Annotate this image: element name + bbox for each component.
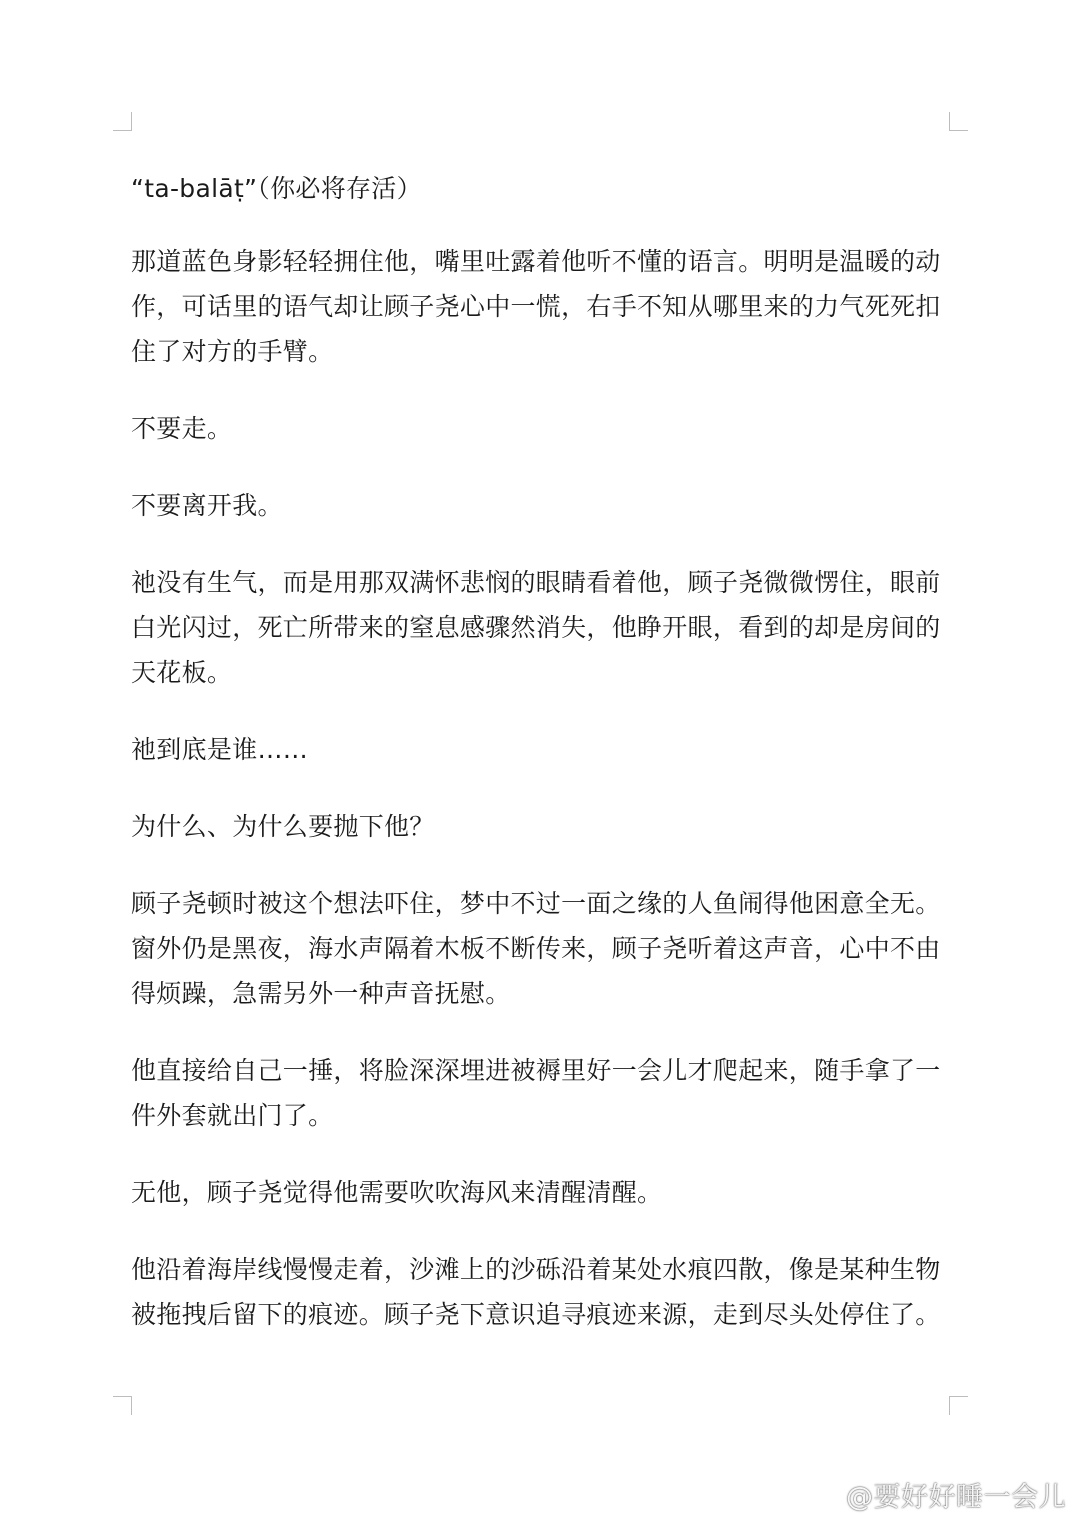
corner-mark-bottom-right [949, 1396, 968, 1415]
paragraph: 不要走。 [131, 414, 233, 443]
corner-mark-bottom-left [113, 1396, 132, 1415]
weibo-icon [808, 1480, 842, 1510]
corner-mark-top-right [949, 112, 968, 131]
paragraph: 他沿着海岸线慢慢走着，沙滩上的沙砾沿着某处水痕四散，像是某种生物被拖拽后留下的痕迹。顾子尧下意识追寻痕迹来源，走到尽头处停住了。 [131, 1255, 941, 1329]
paragraph: 祂到底是谁…… [131, 735, 309, 764]
paragraph: 顾子尧顿时被这个想法吓住，梦中不过一面之缘的人鱼闹得他困意全无。窗外仍是黑夜，海水声隔着木板不断传来，顾子尧听着这声音，心中不由得烦躁，急需另外一种声音抚慰。 [131, 889, 941, 1008]
corner-mark-top-left [113, 112, 132, 131]
paragraph: 不要离开我。 [131, 491, 283, 520]
paragraph: 他直接给自己一捶，将脸深深埋进被褥里好一会儿才爬起来，随手拿了一件外套就出门了。 [131, 1056, 941, 1130]
paragraph: “ta-balāṭ”（你必将存活） [131, 174, 422, 203]
document-body [131, 166, 949, 1369]
paragraph: 无他，顾子尧觉得他需要吹吹海风来清醒清醒。 [131, 1178, 663, 1207]
watermark-text: @要好好睡一会儿 [846, 1482, 1066, 1513]
paragraph: 祂没有生气，而是用那双满怀悲悯的眼睛看着他，顾子尧微微愣住，眼前白光闪过，死亡所带来的窒息感骤然消失，他睁开眼，看到的却是房间的天花板。 [131, 568, 941, 687]
paragraph: 那道蓝色身影轻轻拥住他，嘴里吐露着他听不懂的语言。明明是温暖的动作，可话里的语气却让顾子尧心中一慌，右手不知从哪里来的力气死死扣住了对方的手臂。 [131, 247, 941, 366]
weibo-watermark [808, 1475, 1066, 1514]
paragraph: 为什么、为什么要抛下他？ [131, 812, 435, 841]
